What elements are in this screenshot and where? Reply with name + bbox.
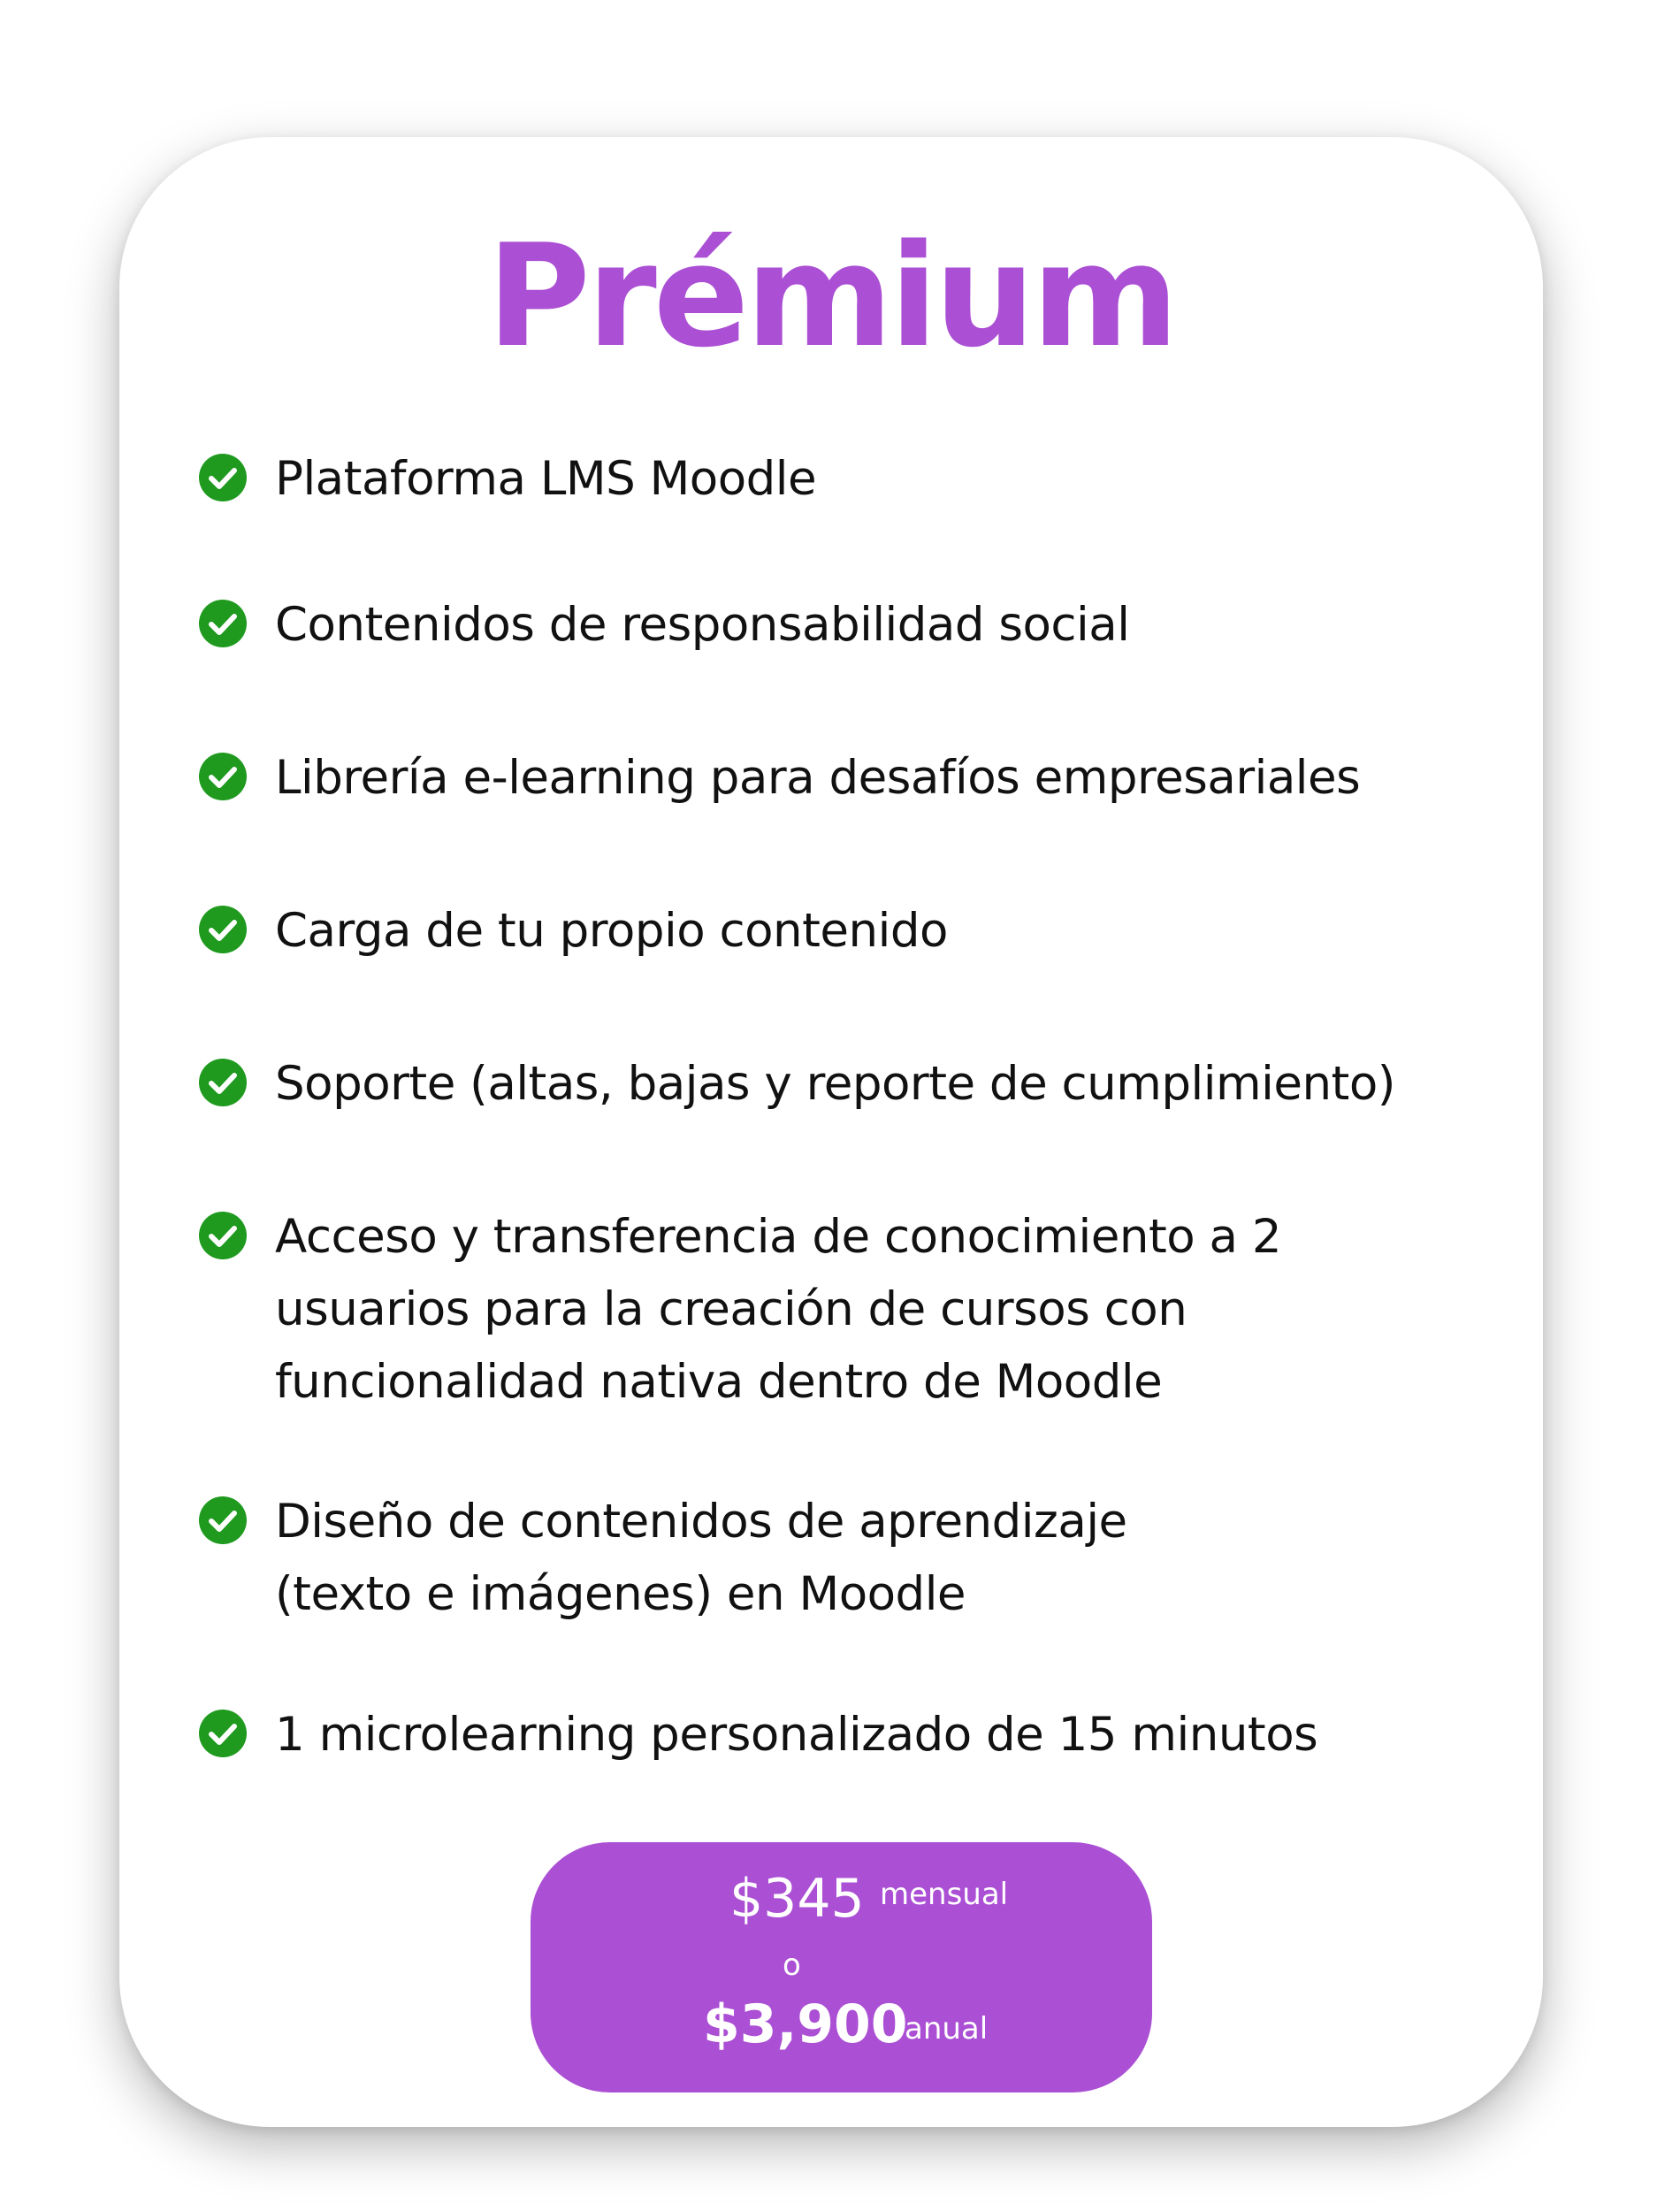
plan-title: Prémium	[486, 213, 1176, 379]
check-circle-icon	[199, 1710, 247, 1757]
annual-price: $3,900	[703, 1993, 908, 2055]
check-circle-icon	[199, 906, 247, 953]
feature-item	[199, 1201, 1281, 1419]
or-label: o	[783, 1947, 801, 1983]
feature-item	[199, 589, 1130, 662]
check-circle-icon	[199, 600, 247, 647]
check-circle-icon	[199, 1059, 247, 1106]
feature-text: 1 microlearning personalizado de 15 minutos	[275, 1708, 1318, 1762]
monthly-price: $345	[729, 1868, 865, 1930]
check-circle-icon	[199, 753, 247, 800]
price-button[interactable]	[531, 1842, 1152, 2092]
feature-item	[199, 1048, 1395, 1121]
pricing-card	[119, 137, 1543, 2127]
feature-item	[199, 1486, 1127, 1631]
feature-text: Librería e-learning para desafíos empresariales	[275, 751, 1361, 805]
annual-label: anual	[905, 2011, 989, 2047]
feature-text: Contenidos de responsabilidad social	[275, 598, 1130, 652]
feature-item	[199, 742, 1360, 815]
feature-text: Diseño de contenidos de aprendizaje (texto e imágenes) en Moodle	[275, 1495, 1127, 1621]
check-circle-icon	[199, 1212, 247, 1259]
feature-text: Plataforma LMS Moodle	[275, 452, 817, 506]
check-circle-icon	[199, 454, 247, 501]
monthly-label: mensual	[880, 1877, 1009, 1912]
feature-text: Soporte (altas, bajas y reporte de cumplimiento)	[275, 1057, 1395, 1111]
check-circle-icon	[199, 1496, 247, 1544]
feature-text: Acceso y transferencia de conocimiento a 2 usuarios para la creación de cursos con funcionalidad nativa dentro de Moodle	[275, 1210, 1282, 1409]
feature-item	[199, 443, 816, 516]
feature-text: Carga de tu propio contenido	[275, 904, 948, 958]
feature-item	[199, 1699, 1317, 1771]
feature-item	[199, 895, 948, 968]
